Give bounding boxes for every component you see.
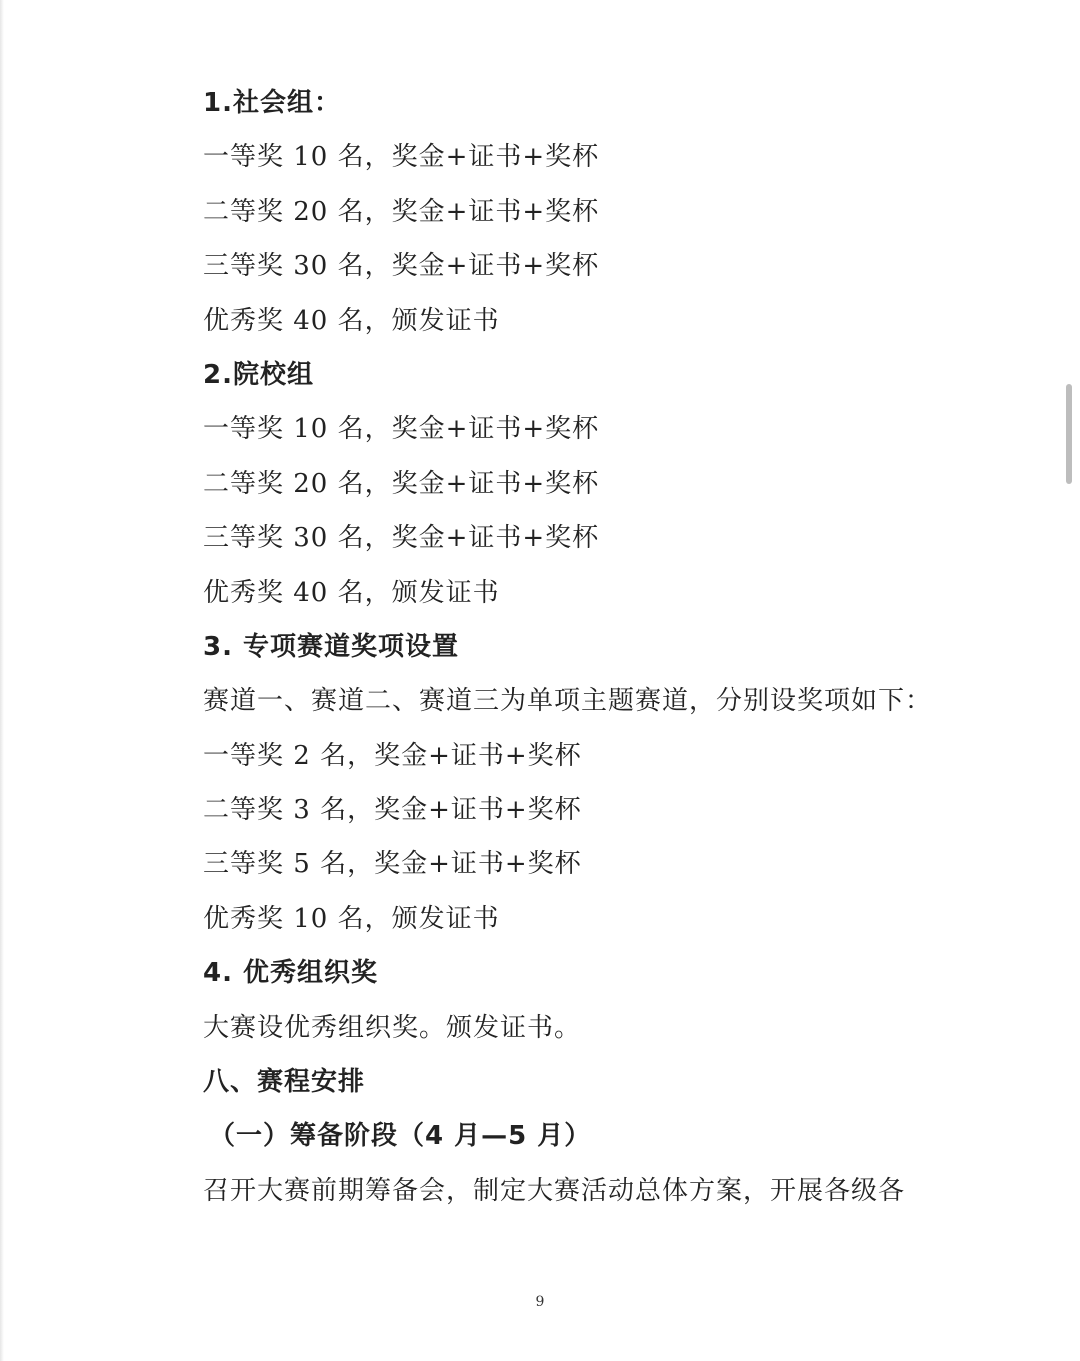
page-edge-shadow: [0, 0, 4, 1361]
heading-schedule: 八、赛程安排: [203, 1067, 366, 1098]
heading-college-group: 2.院校组: [203, 359, 314, 390]
text-line: 一等奖 2 名，奖金+证书+奖杯: [203, 740, 582, 771]
text-line: 二等奖 3 名，奖金+证书+奖杯: [203, 795, 582, 826]
heading-organization-award: 4. 优秀组织奖: [203, 958, 379, 989]
text-line: 一等奖 10 名，奖金+证书+奖杯: [203, 142, 600, 173]
text-line: 优秀奖 40 名，颁发证书: [203, 305, 500, 336]
text-line: 召开大赛前期筹备会，制定大赛活动总体方案，开展各级各: [203, 1175, 906, 1206]
document-content: [203, 76, 963, 1218]
text-line: 一等奖 10 名，奖金+证书+奖杯: [203, 414, 600, 445]
text-line: 大赛设优秀组织奖。颁发证书。: [203, 1012, 582, 1043]
text-line: 赛道一、赛道二、赛道三为单项主题赛道，分别设奖项如下：: [203, 686, 933, 717]
page-number: 9: [535, 1294, 545, 1310]
text-line: 三等奖 30 名，奖金+证书+奖杯: [203, 523, 600, 554]
text-line: 优秀奖 10 名，颁发证书: [203, 903, 500, 934]
scrollbar-thumb[interactable]: [1066, 384, 1072, 484]
heading-special-track: 3. 专项赛道奖项设置: [203, 631, 460, 662]
text-line: 二等奖 20 名，奖金+证书+奖杯: [203, 196, 600, 227]
text-line: 优秀奖 40 名，颁发证书: [203, 577, 500, 608]
heading-preparation-stage: （一）筹备阶段（4 月—5 月）: [209, 1121, 592, 1152]
heading-social-group: 1.社会组：: [203, 88, 341, 118]
text-line: 二等奖 20 名，奖金+证书+奖杯: [203, 468, 600, 499]
text-line: 三等奖 30 名，奖金+证书+奖杯: [203, 251, 600, 282]
text-line: 三等奖 5 名，奖金+证书+奖杯: [203, 849, 582, 880]
